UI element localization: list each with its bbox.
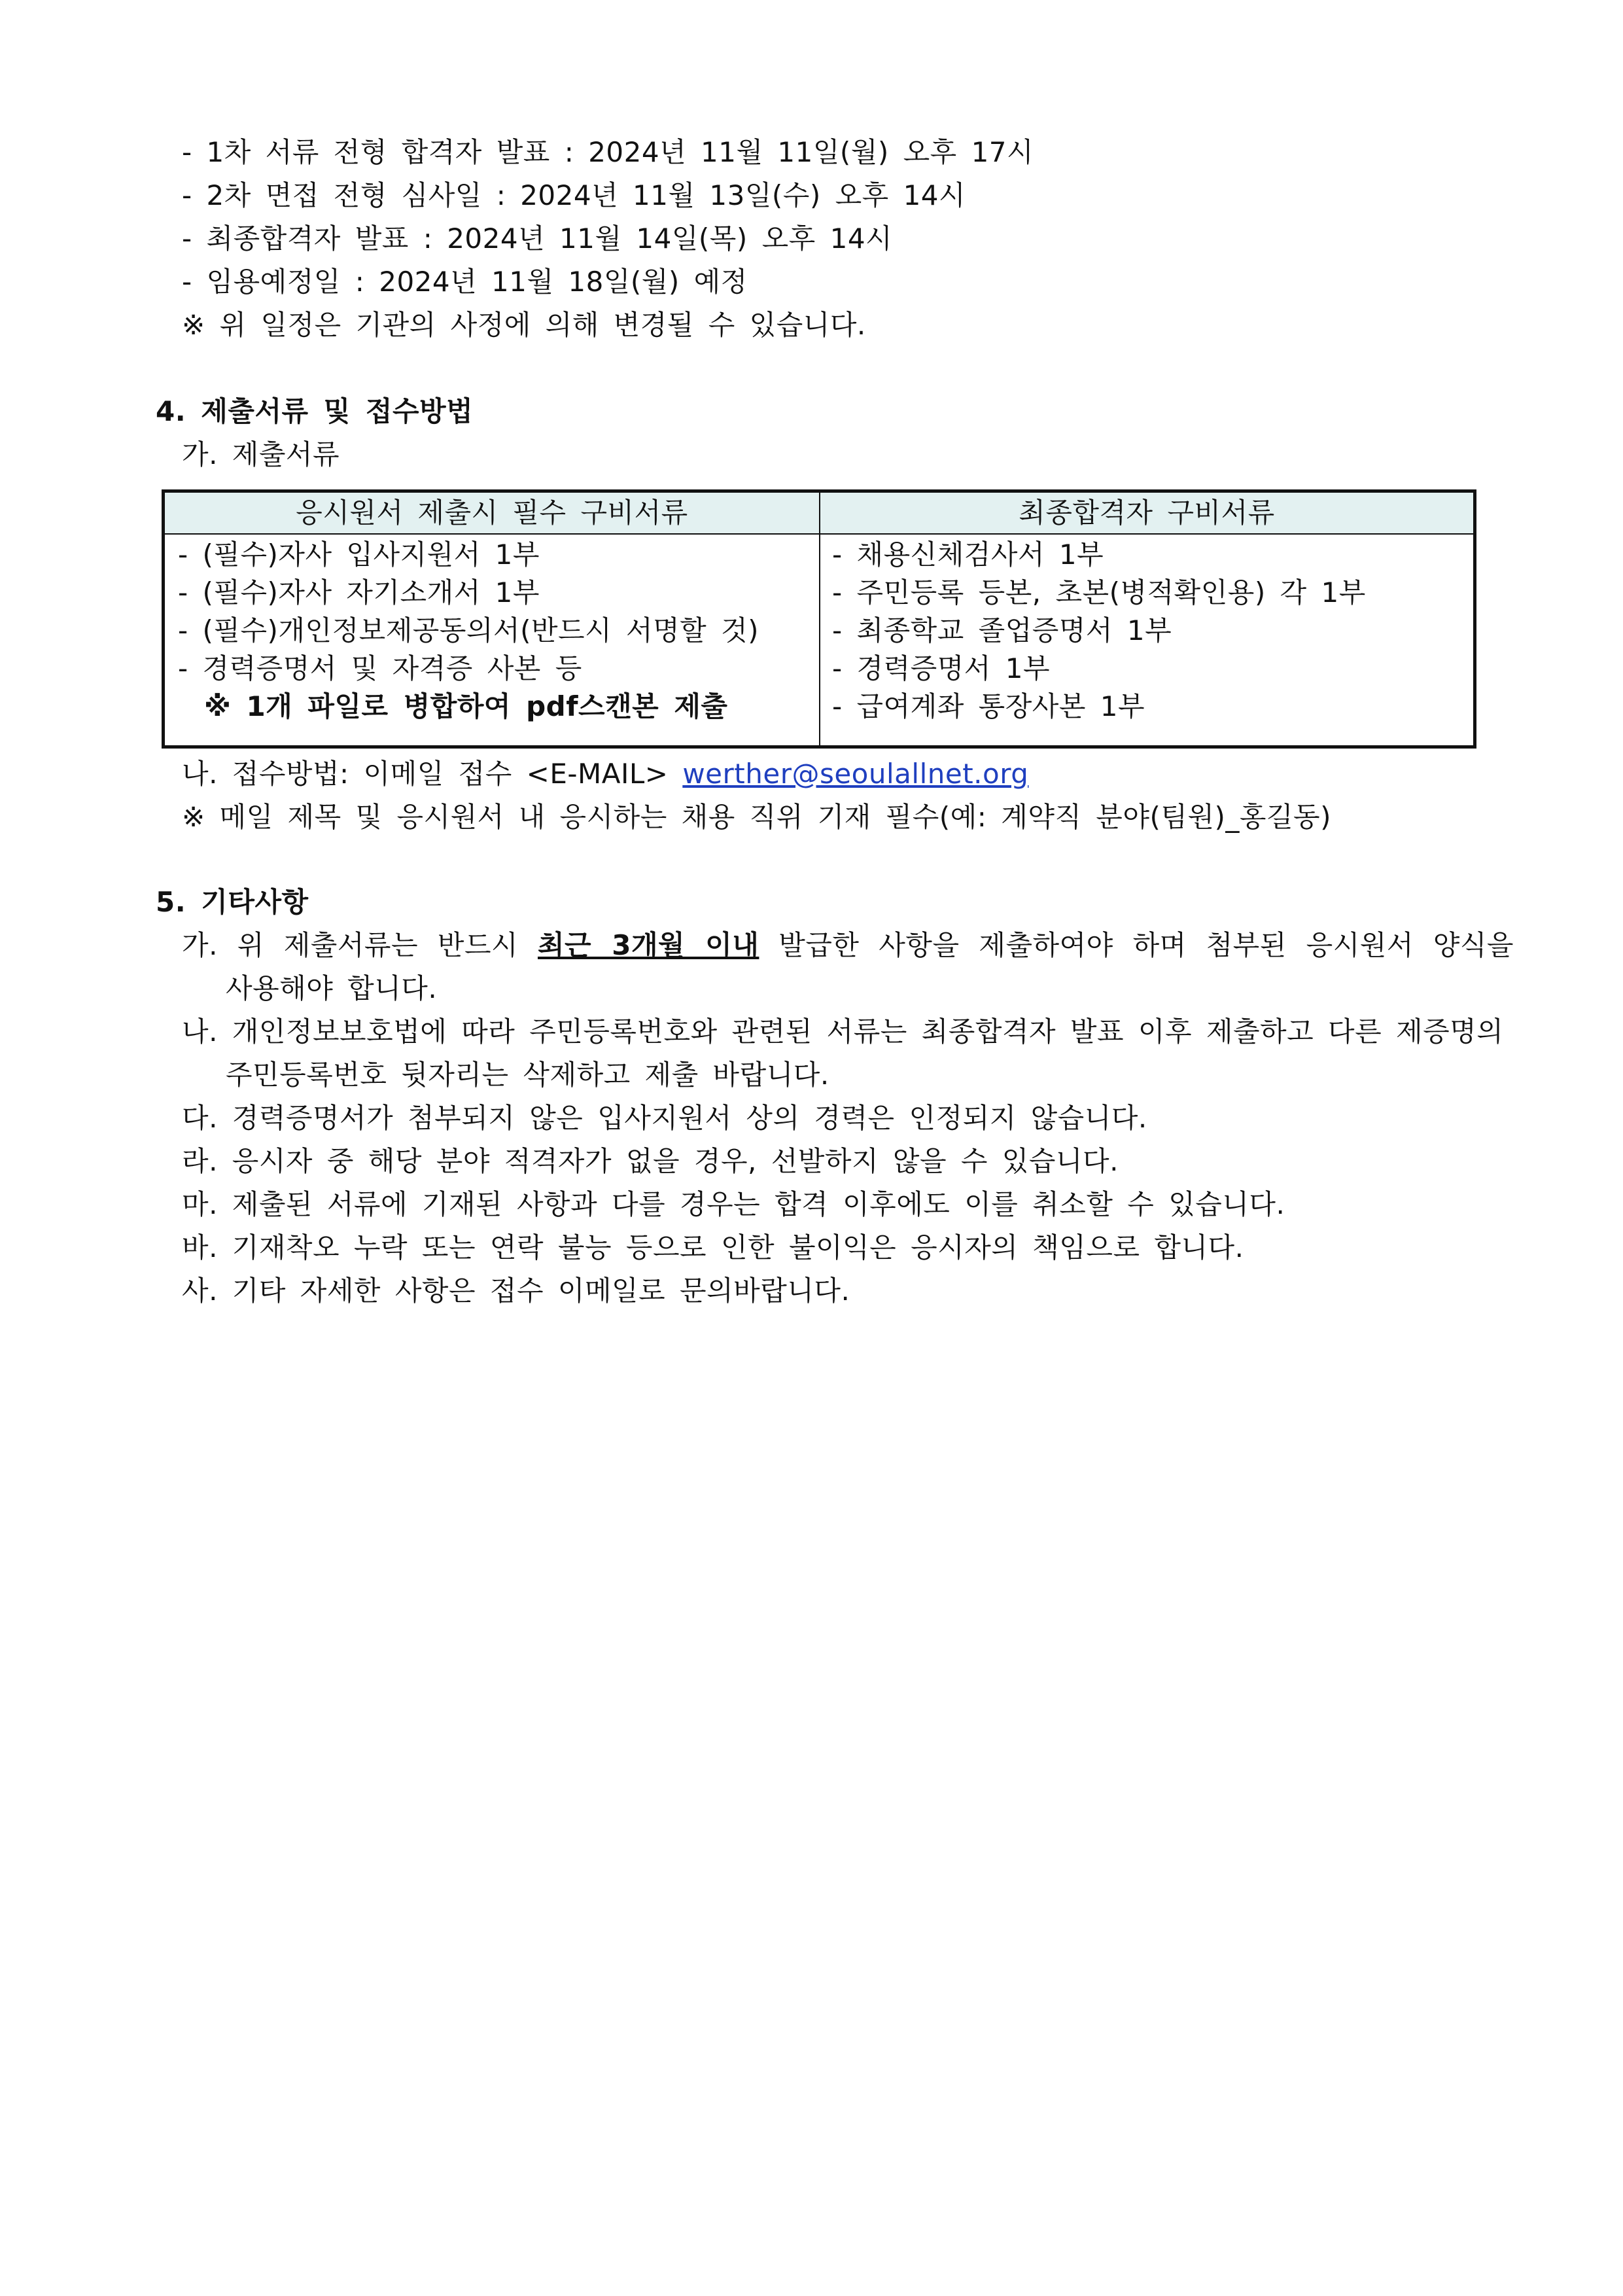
list-item: - (필수)자사 자기소개서 1부 bbox=[178, 576, 540, 609]
item-a-text: 가. 위 제출서류는 반드시 bbox=[182, 929, 538, 961]
documents-table bbox=[162, 489, 1476, 749]
item-a-emphasis: 최근 3개월 이내 bbox=[537, 929, 759, 961]
table-note: ※ 1개 파일로 병합하여 pdf스캔본 제출 bbox=[204, 690, 728, 722]
submission-method-label: 나. 접수방법: 이메일 접수 <E-MAIL> bbox=[182, 758, 683, 790]
table-header-final: 최종합격자 구비서류 bbox=[820, 493, 1473, 535]
section-5-item-d: 라. 응시자 중 해당 분야 적격자가 없을 경우, 선발하지 않을 수 있습니다. bbox=[182, 1145, 1119, 1177]
section-5-item-f: 바. 기재착오 누락 또는 연락 불능 등으로 인한 불이익은 응시자의 책임으로 합니다. bbox=[182, 1231, 1244, 1263]
schedule-line-1: - 1차 서류 전형 합격자 발표 : 2024년 11월 11일(월) 오후 17시 bbox=[182, 136, 1034, 168]
section-4-sub-a: 가. 제출서류 bbox=[182, 438, 340, 470]
list-item: - (필수)개인정보제공동의서(반드시 서명할 것) bbox=[178, 614, 759, 646]
list-item: - 최종학교 졸업증명서 1부 bbox=[832, 614, 1172, 646]
section-5-item-b: 나. 개인정보보호법에 따라 주민등록번호와 관련된 서류는 최종합격자 발표 이후 제출하고 다른 제증명의 bbox=[182, 1016, 1504, 1048]
section-4-title: 4. 제출서류 및 접수방법 bbox=[156, 395, 474, 427]
item-a-text-end: 발급한 사항을 제출하여야 하며 첨부된 응시원서 양식을 bbox=[759, 929, 1514, 961]
section-4-sub-b bbox=[182, 752, 1028, 796]
list-item: - (필수)자사 입사지원서 1부 bbox=[178, 539, 540, 571]
table-header-required: 응시원서 제출시 필수 구비서류 bbox=[165, 493, 820, 535]
list-item: - 급여계좌 통장사본 1부 bbox=[832, 690, 1145, 722]
section-5-item-a bbox=[182, 924, 1514, 967]
section-5-item-c: 다. 경력증명서가 첨부되지 않은 입사지원서 상의 경력은 인정되지 않습니다. bbox=[182, 1102, 1147, 1134]
table-cell-required bbox=[178, 536, 759, 726]
section-4-note: ※ 메일 제목 및 응시원서 내 응시하는 채용 직위 기재 필수(예: 계약직 분야(팀원)_홍길동) bbox=[182, 801, 1331, 833]
table-cell-final bbox=[832, 536, 1366, 726]
list-item: - 주민등록 등본, 초본(병적확인용) 각 1부 bbox=[832, 576, 1366, 609]
list-item: - 채용신체검사서 1부 bbox=[832, 539, 1104, 571]
section-5-item-a-cont: 사용해야 합니다. bbox=[226, 972, 438, 1004]
list-item: - 경력증명서 및 자격증 사본 등 bbox=[178, 652, 582, 684]
email-link[interactable]: werther@seoulallnet.org bbox=[682, 758, 1029, 790]
section-5-item-g: 사. 기타 자세한 사항은 접수 이메일로 문의바랍니다. bbox=[182, 1275, 850, 1307]
section-5-title: 5. 기타사항 bbox=[156, 886, 309, 918]
schedule-note: ※ 위 일정은 기관의 사정에 의해 변경될 수 있습니다. bbox=[182, 309, 866, 341]
table-divider bbox=[819, 533, 820, 745]
schedule-line-3: - 최종합격자 발표 : 2024년 11월 14일(목) 오후 14시 bbox=[182, 222, 893, 255]
schedule-line-4: - 임용예정일 : 2024년 11월 18일(월) 예정 bbox=[182, 266, 748, 298]
schedule-line-2: - 2차 면접 전형 심사일 : 2024년 11월 13일(수) 오후 14시 bbox=[182, 179, 966, 211]
section-5-item-e: 마. 제출된 서류에 기재된 사항과 다를 경우는 합격 이후에도 이를 취소할 수 있습니다. bbox=[182, 1188, 1285, 1220]
section-5-item-b-cont: 주민등록번호 뒷자리는 삭제하고 제출 바랍니다. bbox=[226, 1059, 829, 1091]
list-item: - 경력증명서 1부 bbox=[832, 652, 1051, 684]
